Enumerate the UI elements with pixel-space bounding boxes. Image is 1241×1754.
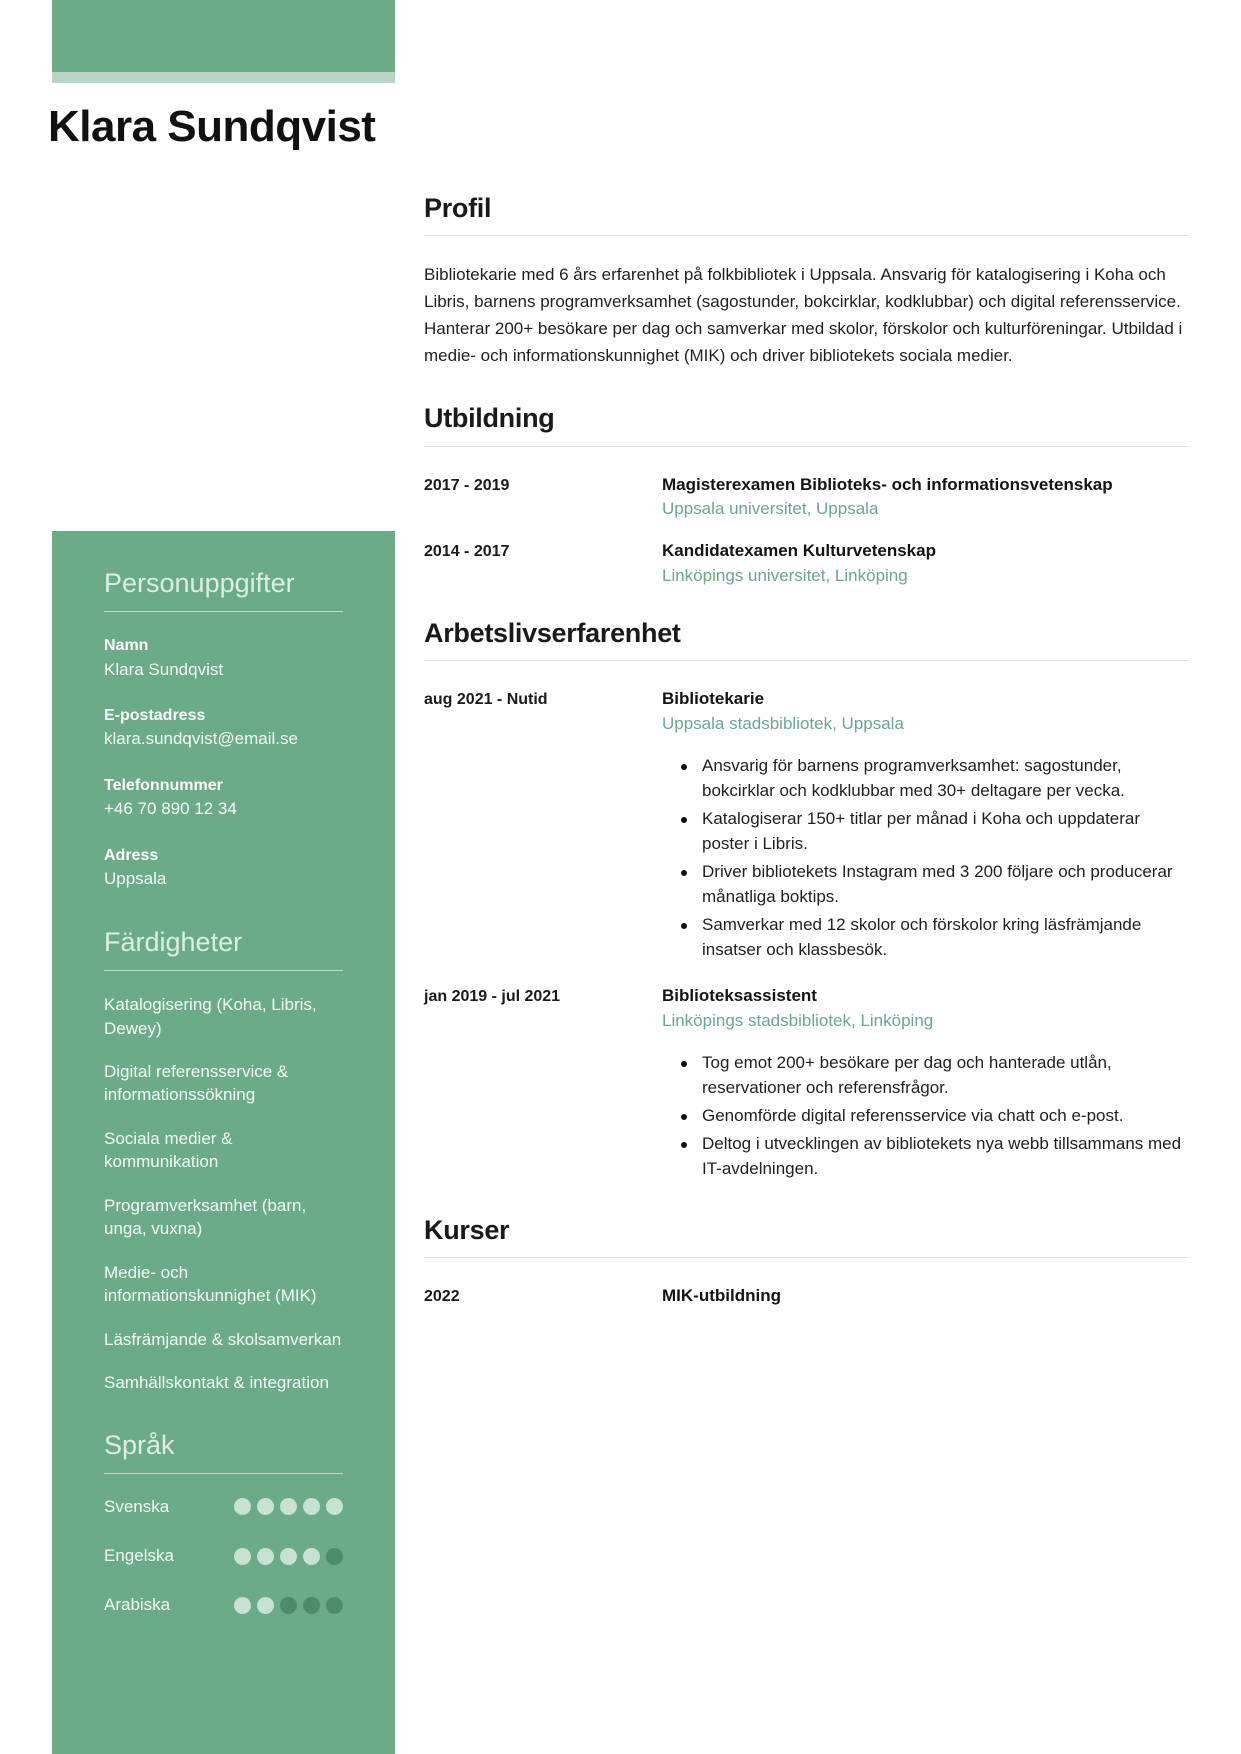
language-row xyxy=(104,1545,343,1567)
level-dot-filled xyxy=(234,1498,251,1515)
divider xyxy=(104,1473,343,1474)
skill-item: Digital referensservice & informationssökning xyxy=(104,1062,289,1105)
language-name: Engelska xyxy=(104,1546,174,1566)
section-profile xyxy=(424,193,1189,369)
language-level-dots xyxy=(234,1597,343,1614)
entry-body xyxy=(662,687,1189,966)
personal-field-label: Telefonnummer xyxy=(104,777,223,795)
level-dot-empty xyxy=(326,1597,343,1614)
skill-item: Sociala medier & kommunikation xyxy=(104,1128,233,1172)
course-entries-list xyxy=(424,1284,1189,1309)
entry-subtitle: Uppsala stadsbibliotek, Uppsala xyxy=(662,713,904,733)
sidebar xyxy=(52,531,395,1754)
entry-date: 2017 - 2019 xyxy=(424,476,510,494)
divider xyxy=(104,970,343,971)
sidebar-section-title-skills: Färdigheter xyxy=(104,926,243,957)
timeline-entry xyxy=(424,473,1189,522)
spacer xyxy=(424,588,1189,618)
level-dot-filled xyxy=(326,1498,343,1515)
entry-subtitle: Uppsala universitet, Uppsala xyxy=(662,499,879,518)
section-education xyxy=(424,403,1189,618)
level-dot-filled xyxy=(234,1548,251,1565)
level-dot-filled xyxy=(257,1597,274,1614)
level-dot-empty xyxy=(326,1548,343,1565)
entry-bullet: Driver bibliotekets Instagram med 3 200 följare och producerar månatliga boktips. xyxy=(662,860,1189,910)
entry-date: jan 2019 - jul 2021 xyxy=(424,988,561,1006)
spacer xyxy=(424,1185,1189,1215)
personal-field xyxy=(104,844,343,892)
skill-item: Läsfrämjande & skolsamverkan xyxy=(104,1329,342,1349)
level-dot-filled xyxy=(303,1548,320,1565)
personal-field xyxy=(104,774,343,822)
personal-field-label: E-postadress xyxy=(104,707,206,725)
language-row xyxy=(104,1496,343,1518)
entry-body xyxy=(662,539,1189,588)
personal-field-value: +46 70 890 12 34 xyxy=(104,799,237,819)
main-content xyxy=(424,193,1189,1309)
level-dot-filled xyxy=(257,1498,274,1515)
level-dot-filled xyxy=(280,1498,297,1515)
entry-title: Bibliotekarie xyxy=(662,689,765,709)
header-accent-block xyxy=(52,0,395,83)
skills-list xyxy=(104,993,343,1394)
sidebar-section-title-personal: Personuppgifter xyxy=(104,568,295,598)
entry-bullet-list xyxy=(662,754,1189,963)
entry-title: MIK-utbildning xyxy=(662,1286,781,1306)
entry-date: 2014 - 2017 xyxy=(424,543,510,561)
language-name: Arabiska xyxy=(104,1595,171,1615)
entry-bullet: Deltog i utvecklingen av bibliotekets nya webb tillsammans med IT-avdelningen. xyxy=(662,1132,1189,1182)
divider xyxy=(424,235,1189,236)
entry-title: Kandidatexamen Kulturvetenskap xyxy=(662,541,936,561)
divider xyxy=(104,611,343,612)
level-dot-empty xyxy=(280,1597,297,1614)
entry-date: aug 2021 - Nutid xyxy=(424,691,548,709)
sidebar-section-personal xyxy=(104,567,343,892)
entry-title: Biblioteksassistent xyxy=(662,986,817,1006)
entry-bullet: Ansvarig för barnens programverksamhet: sagostunder, bokcirklar och kodklubbar med 30+ deltagare per vecka. xyxy=(662,754,1189,804)
experience-entries-list xyxy=(424,687,1189,1185)
skill-item: Samhällskontakt & integration xyxy=(104,1373,329,1393)
profile-summary-text: Bibliotekarie med 6 års erfarenhet på folkbibliotek i Uppsala. Ansvarig för katalogisering i Koha och Libris, barnens programverksamhet (sagostunder, bokcirklar, kodklubbar) och digital referensservice. Hanterar 200+ besökare per dag och samverkar med skolor, förskolor och kulturföreningar. Utbildad i medie- och informationskunnighet (MIK) och driver bibliotekets sociala medier. xyxy=(424,265,1183,365)
language-level-dots xyxy=(234,1498,343,1515)
personal-field-label: Namn xyxy=(104,637,149,655)
language-name: Svenska xyxy=(104,1496,170,1516)
personal-fields-list xyxy=(104,634,343,891)
skill-item: Medie- och informationskunnighet (MIK) xyxy=(104,1262,317,1306)
page-title: Klara Sundqvist xyxy=(48,102,376,151)
sidebar-section-languages xyxy=(104,1429,343,1617)
entry-title: Magisterexamen Biblioteks- och informationsvetenskap xyxy=(662,474,1113,494)
skill-item: Katalogisering (Koha, Libris, Dewey) xyxy=(104,995,317,1038)
level-dot-filled xyxy=(257,1548,274,1565)
section-heading-experience: Arbetslivserfarenhet xyxy=(424,618,681,649)
entry-bullet: Samverkar med 12 skolor och förskolor kring läsfrämjande insatser och klassbesök. xyxy=(662,913,1189,963)
section-heading-profile: Profil xyxy=(424,193,492,223)
section-courses xyxy=(424,1215,1189,1309)
entry-body xyxy=(662,1284,1189,1308)
entry-bullet: Tog emot 200+ besökare per dag och hanterade utlån, reservationer och referensfrågor. xyxy=(662,1051,1189,1101)
personal-field xyxy=(104,704,343,752)
personal-field xyxy=(104,634,343,682)
timeline-entry xyxy=(424,984,1189,1185)
level-dot-empty xyxy=(303,1597,320,1614)
entry-subtitle: Linköpings stadsbibliotek, Linköping xyxy=(662,1010,934,1030)
divider xyxy=(424,446,1189,447)
divider xyxy=(424,660,1189,661)
entry-bullet: Katalogiserar 150+ titlar per månad i Koha och uppdaterar poster i Libris. xyxy=(662,807,1189,857)
timeline-entry xyxy=(424,687,1189,966)
section-experience xyxy=(424,618,1189,1215)
header-accent-block-fill xyxy=(52,0,395,72)
personal-field-value: klara.sundqvist@email.se xyxy=(104,729,298,749)
personal-field-value: Klara Sundqvist xyxy=(104,659,224,679)
sidebar-section-skills xyxy=(104,926,343,1395)
entry-date: 2022 xyxy=(424,1288,460,1306)
personal-field-value: Uppsala xyxy=(104,869,167,889)
language-level-dots xyxy=(234,1548,343,1565)
entry-body xyxy=(662,473,1189,522)
entry-body xyxy=(662,984,1189,1185)
level-dot-filled xyxy=(303,1498,320,1515)
level-dot-filled xyxy=(234,1597,251,1614)
skill-item: Programverksamhet (barn, unga, vuxna) xyxy=(104,1195,307,1239)
level-dot-filled xyxy=(280,1548,297,1565)
sidebar-section-title-languages: Språk xyxy=(104,1429,175,1460)
entry-subtitle: Linköpings universitet, Linköping xyxy=(662,565,908,585)
entry-bullet-list xyxy=(662,1051,1189,1182)
entry-bullet: Genomförde digital referensservice via chatt och e-post. xyxy=(662,1104,1189,1129)
language-row xyxy=(104,1594,343,1616)
languages-list xyxy=(104,1496,343,1616)
timeline-entry xyxy=(424,1284,1189,1309)
timeline-entry xyxy=(424,539,1189,588)
divider xyxy=(424,1257,1189,1258)
education-entries-list xyxy=(424,473,1189,589)
personal-field-label: Adress xyxy=(104,846,159,864)
section-heading-courses: Kurser xyxy=(424,1215,510,1246)
header-accent-block-shadow xyxy=(52,72,395,83)
section-heading-education: Utbildning xyxy=(424,403,555,434)
